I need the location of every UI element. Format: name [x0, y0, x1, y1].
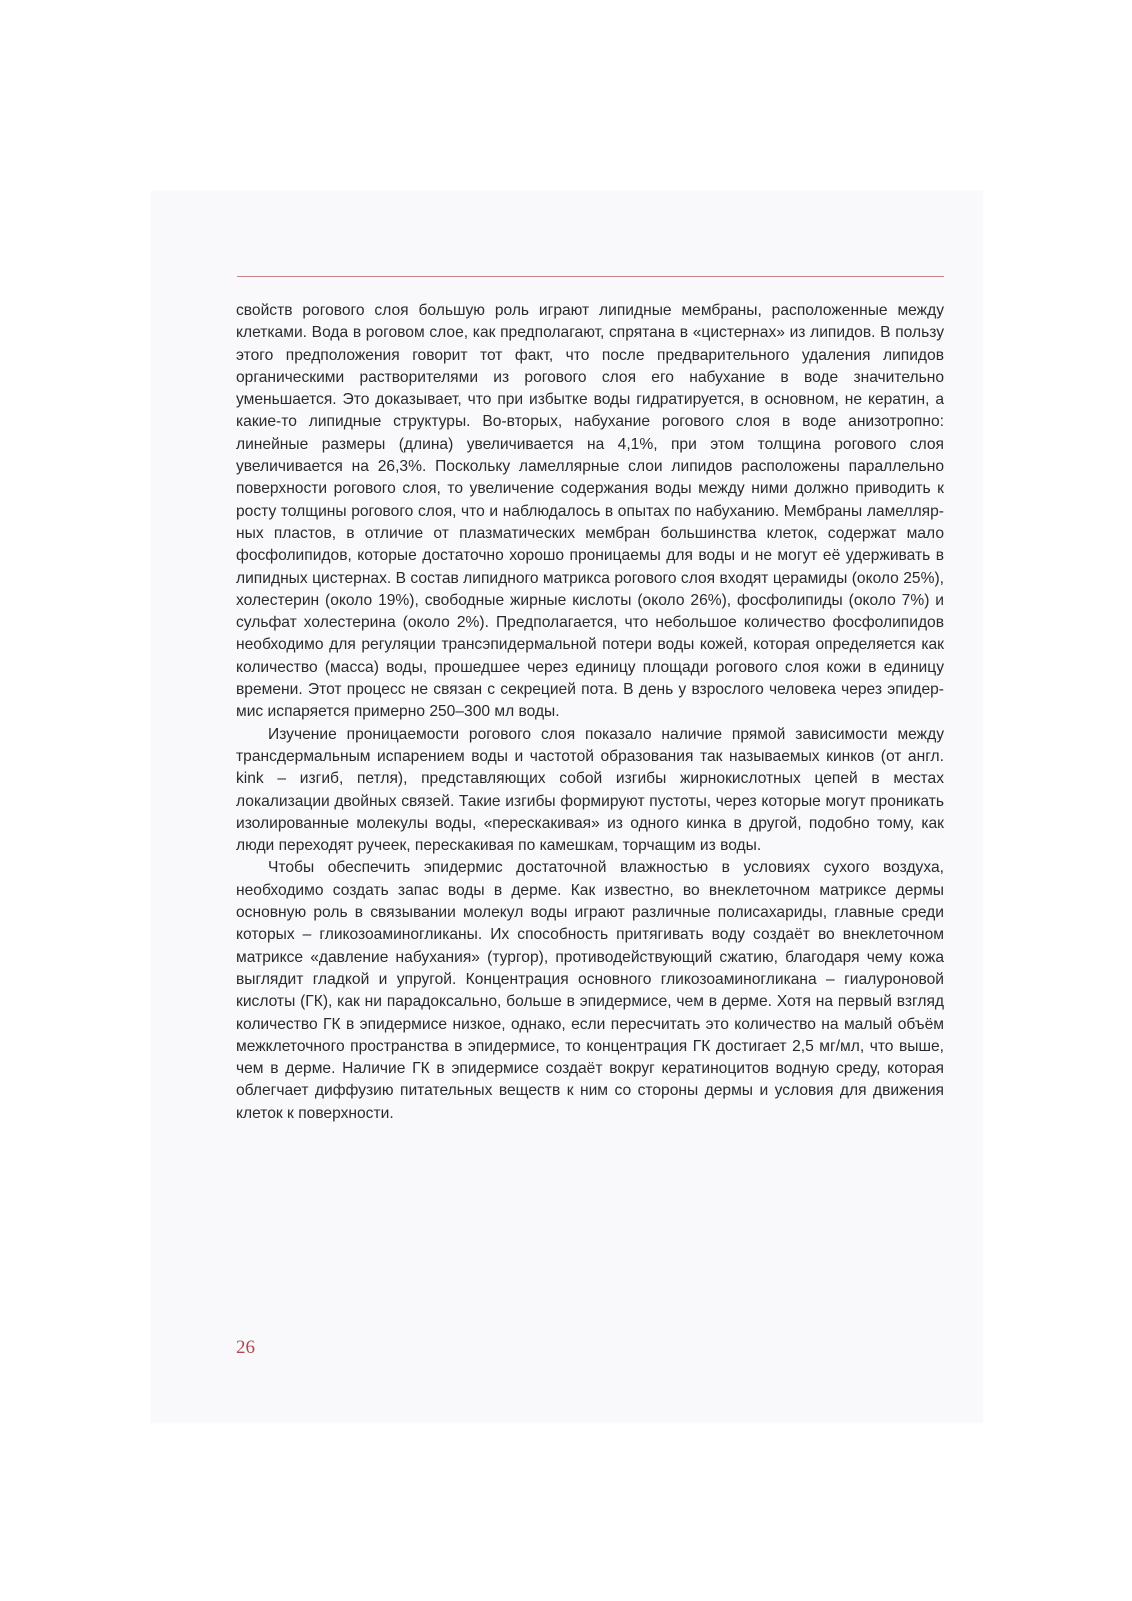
- paragraph-1: свойств рогового слоя большую роль играют липидные мембраны, расположенные между клетками. Вода в роговом слое, как предполагают, спрятана в «цистернах» из липидов. В пользу этого предположения говорит тот факт, что после предварительного удаления липидов органическими растворителями из рогового слоя его набухание в воде значительно уменьшается. Это доказывает, что при избытке воды гидратируется, в основном, не кератин, а какие-то липидные структуры. Во-вторых, набухание рогового слоя в воде анизотропно: линейные размеры (длина) увеличивается на 4,1%, при этом толщина рогового слоя увеличивается на 26,3%. Поскольку ламеллярные слои липидов расположены параллельно поверхности рогового слоя, то увеличение содержания воды между ними должно приводить к росту толщины рогового слоя, что и наблюдалось в опытах по набуханию. Мембраны ламеллярных пластов, в отличие от плазматических мембран большинства клеток, содержат мало фосфолипидов, которые достаточно хорошо проницаемы для воды и не могут её удерживать в липидных цистернах. В состав липидного матрикса рогового слоя входят церамиды (около 25%), холестерин (около 19%), свободные жирные кислоты (около 26%), фосфолипиды (около 7%) и сульфат холестерина (около 2%). Предполагается, что небольшое количество фосфолипидов необходимо для регуляции трансэпидермальной потери воды кожей, которая определяется как количество (масса) воды, прошедшее через единицу площади рогового слоя кожи в единицу времени. Этот процесс не связан с секрецией пота. В день у взрослого человека через эпидермис испаряется примерно 250–300 мл воды.: [236, 302, 944, 721]
- header-rule: [237, 276, 944, 277]
- page-number: 26: [236, 1337, 255, 1358]
- body-text: [236, 300, 944, 1125]
- paragraph-2: Изучение проницаемости рогового слоя показало наличие прямой зависимости между трансдермальным испарением воды и частотой образования так называемых кинков (от англ. kink – изгиб, петля), представляющих собой изгибы жирнокислотных цепей в местах локализации двойных связей. Такие изгибы формируют пустоты, через которые могут проникать изолированные молекулы воды, «перескакивая» из одного кинка в другой, подобно тому, как люди переходят ручеек, перескакивая по камешкам, торчащим из воды.: [236, 725, 944, 855]
- paragraph-3: Чтобы обеспечить эпидермис достаточной влажностью в условиях сухого воздуха, необходимо создать запас воды в дерме. Как известно, во внеклеточном матриксе дермы основную роль в связывании молекул воды играют различные полисахариды, главные среди которых – гликозоаминогликаны. Их способность притягивать воду создаёт во внеклеточном матриксе «давление набухания» (тургор), противодействующий сжатию, благодаря чему кожа выглядит гладкой и упругой. Концентрация основного гликозоаминогликана – гиалуроновой кислоты (ГК), как ни парадоксально, больше в эпидермисе, чем в дерме. Хотя на первый взгляд количество ГК в эпидермисе низкое, однако, если пересчитать это количество на малый объём межклеточного пространства в эпидермисе, то концентрация ГК достигает 2,5 мг/мл, что выше, чем в дерме. Наличие ГК в эпидермисе создаёт вокруг кератиноцитов водную среду, которая облегчает диффузию питательных веществ к ним со стороны дермы и условия для движения клеток к поверхности.: [236, 859, 944, 1122]
